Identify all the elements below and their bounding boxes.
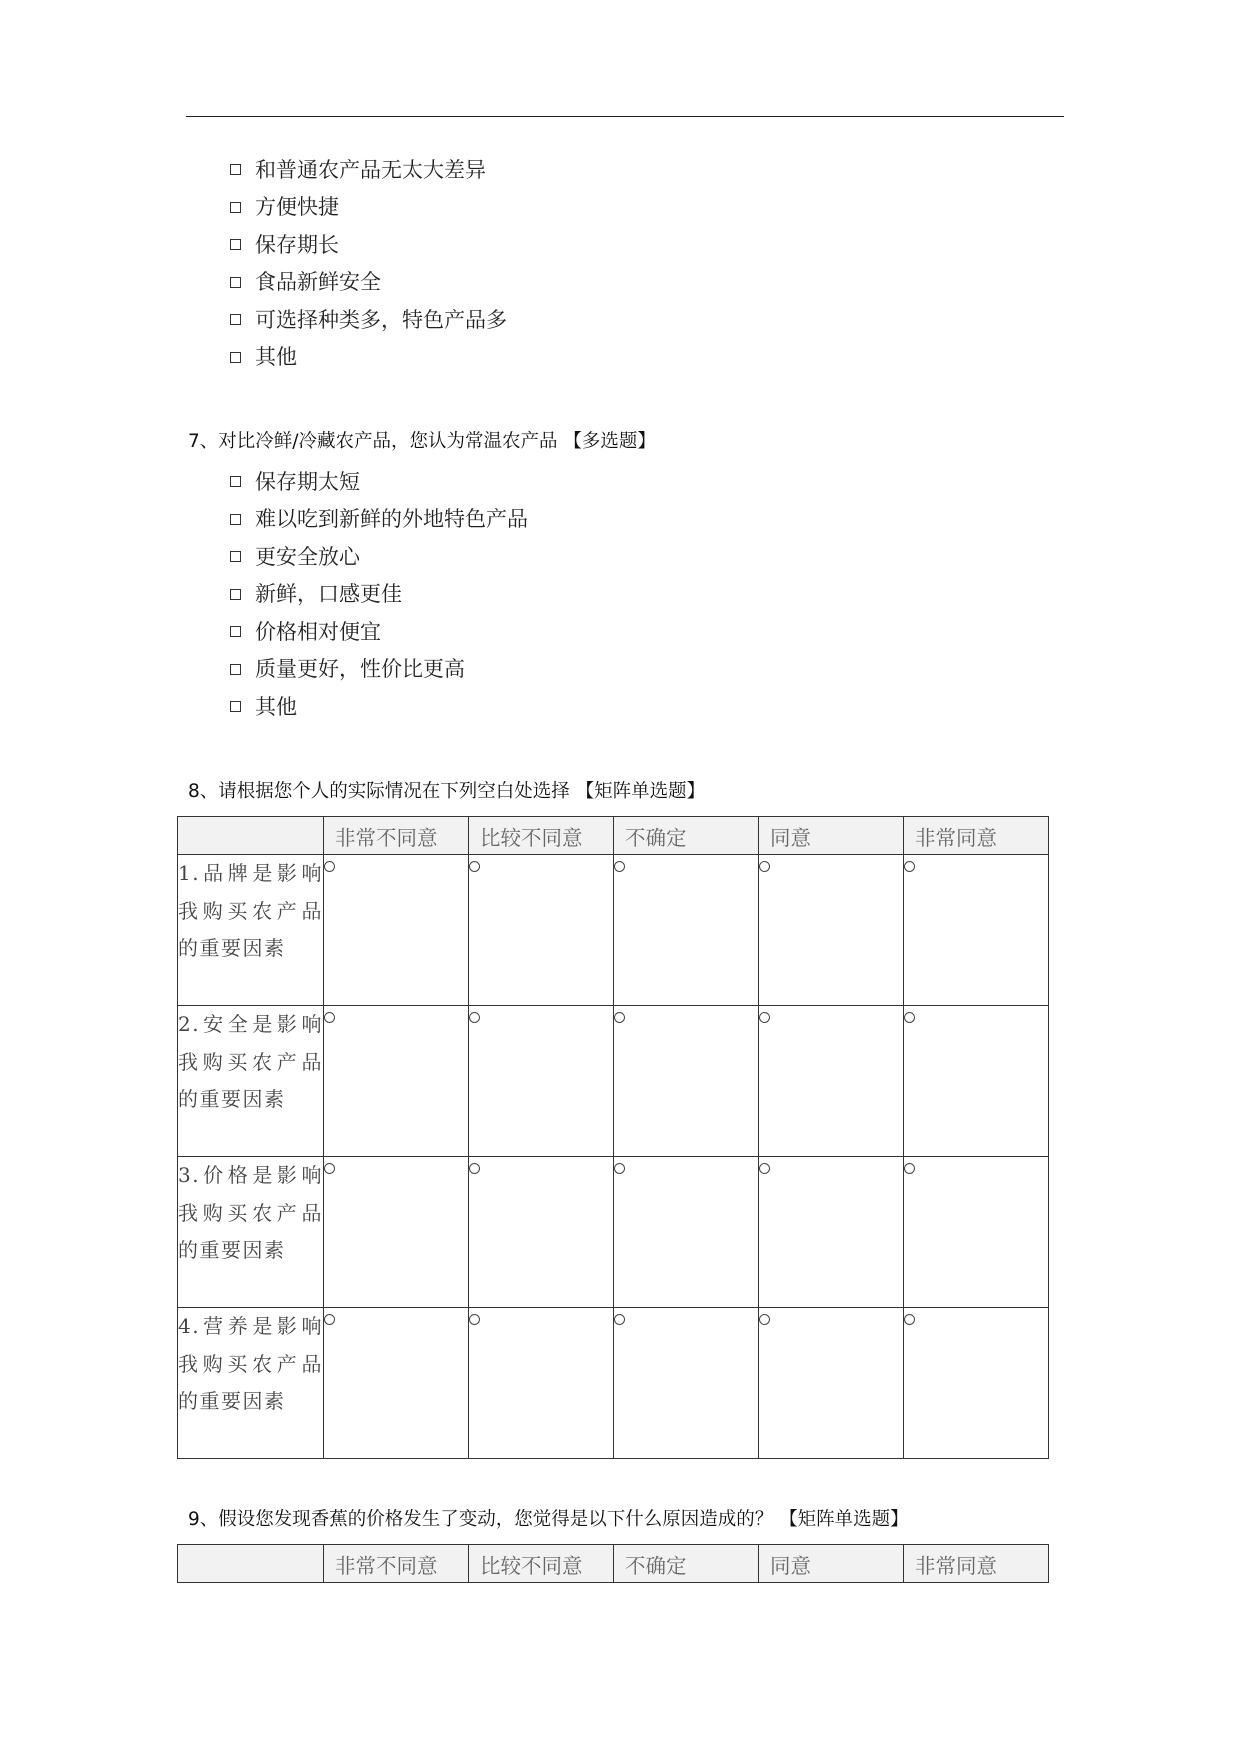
radio-cell[interactable] — [469, 1308, 614, 1459]
radio-button[interactable] — [904, 861, 915, 872]
option-label: 其他 — [255, 345, 297, 370]
radio-button[interactable] — [324, 861, 335, 872]
option-label: 价格相对便宜 — [255, 619, 381, 644]
option-label: 其他 — [255, 694, 297, 719]
radio-cell[interactable] — [904, 855, 1049, 1006]
row-label: 1.品牌是影响我购买农产品的重要因素 — [178, 855, 324, 1006]
radio-button[interactable] — [324, 1314, 335, 1325]
option-item[interactable] — [230, 150, 507, 188]
radio-cell[interactable] — [469, 1006, 614, 1157]
option-label: 质量更好，性价比更高 — [255, 657, 465, 682]
question-7-title: 7、对比冷鲜/冷藏农产品，您认为常温农产品 【多选题】 — [188, 431, 656, 452]
radio-button[interactable] — [469, 861, 480, 872]
matrix-row — [178, 1308, 1049, 1459]
radio-button[interactable] — [759, 1012, 770, 1023]
radio-cell[interactable] — [614, 1006, 759, 1157]
option-item[interactable] — [230, 225, 507, 263]
radio-cell[interactable] — [759, 1006, 904, 1157]
radio-cell[interactable] — [614, 1157, 759, 1308]
radio-button[interactable] — [614, 1314, 625, 1325]
option-item[interactable] — [230, 575, 528, 613]
radio-button[interactable] — [759, 1314, 770, 1325]
q9-matrix-table — [177, 1544, 1049, 1583]
radio-button[interactable] — [324, 1012, 335, 1023]
checkbox[interactable] — [230, 476, 241, 487]
header-rule — [186, 116, 1064, 117]
question-9-title: 9、假设您发现香蕉的价格发生了变动，您觉得是以下什么原因造成的？ 【矩阵单选题】 — [188, 1509, 909, 1530]
option-item[interactable] — [230, 188, 507, 226]
radio-button[interactable] — [469, 1314, 480, 1325]
option-label: 可选择种类多，特色产品多 — [255, 307, 507, 332]
radio-cell[interactable] — [614, 1308, 759, 1459]
option-item[interactable] — [230, 650, 528, 688]
checkbox[interactable] — [230, 664, 241, 675]
radio-button[interactable] — [469, 1012, 480, 1023]
checkbox[interactable] — [230, 589, 241, 600]
column-header: 非常同意 — [904, 817, 1049, 855]
radio-cell[interactable] — [324, 855, 469, 1006]
row-label: 3.价格是影响我购买农产品的重要因素 — [178, 1157, 324, 1308]
radio-button[interactable] — [904, 1012, 915, 1023]
matrix-header-row — [178, 817, 1049, 855]
checkbox[interactable] — [230, 202, 241, 213]
radio-button[interactable] — [614, 1163, 625, 1174]
radio-button[interactable] — [614, 1012, 625, 1023]
radio-button[interactable] — [759, 861, 770, 872]
column-header: 不确定 — [614, 817, 759, 855]
option-item[interactable] — [230, 687, 528, 725]
radio-button[interactable] — [759, 1163, 770, 1174]
question-8-title: 8、请根据您个人的实际情况在下列空白处选择 【矩阵单选题】 — [188, 781, 706, 802]
option-label: 和普通农产品无太大差异 — [255, 157, 486, 182]
column-header: 比较不同意 — [469, 1545, 614, 1583]
checkbox[interactable] — [230, 164, 241, 175]
option-label: 更安全放心 — [255, 544, 360, 569]
matrix-row — [178, 1006, 1049, 1157]
column-header: 非常不同意 — [324, 817, 469, 855]
option-label: 方便快捷 — [255, 195, 339, 220]
corner-cell — [178, 817, 324, 855]
option-item[interactable] — [230, 500, 528, 538]
column-header: 不确定 — [614, 1545, 759, 1583]
matrix-header-row — [178, 1545, 1049, 1583]
radio-button[interactable] — [324, 1163, 335, 1174]
q6-option-list — [230, 150, 507, 375]
radio-cell[interactable] — [759, 855, 904, 1006]
radio-cell[interactable] — [324, 1308, 469, 1459]
option-label: 保存期太短 — [255, 469, 360, 494]
radio-cell[interactable] — [324, 1006, 469, 1157]
option-label: 保存期长 — [255, 232, 339, 257]
option-item[interactable] — [230, 612, 528, 650]
radio-cell[interactable] — [759, 1157, 904, 1308]
q7-option-list — [230, 462, 528, 725]
corner-cell — [178, 1545, 324, 1583]
option-item[interactable] — [230, 263, 507, 301]
radio-cell[interactable] — [904, 1157, 1049, 1308]
checkbox[interactable] — [230, 701, 241, 712]
radio-cell[interactable] — [324, 1157, 469, 1308]
option-label: 难以吃到新鲜的外地特色产品 — [255, 507, 528, 532]
option-item[interactable] — [230, 300, 507, 338]
option-label: 食品新鲜安全 — [255, 270, 381, 295]
radio-button[interactable] — [614, 861, 625, 872]
radio-cell[interactable] — [904, 1308, 1049, 1459]
checkbox[interactable] — [230, 352, 241, 363]
checkbox[interactable] — [230, 551, 241, 562]
option-item[interactable] — [230, 462, 528, 500]
radio-button[interactable] — [904, 1163, 915, 1174]
matrix-row — [178, 855, 1049, 1006]
checkbox[interactable] — [230, 314, 241, 325]
checkbox[interactable] — [230, 277, 241, 288]
column-header: 非常不同意 — [324, 1545, 469, 1583]
option-item[interactable] — [230, 338, 507, 376]
radio-cell[interactable] — [469, 1157, 614, 1308]
column-header: 非常同意 — [904, 1545, 1049, 1583]
checkbox[interactable] — [230, 514, 241, 525]
row-label: 2.安全是影响我购买农产品的重要因素 — [178, 1006, 324, 1157]
radio-cell[interactable] — [904, 1006, 1049, 1157]
radio-button[interactable] — [469, 1163, 480, 1174]
radio-cell[interactable] — [469, 855, 614, 1006]
column-header: 同意 — [759, 817, 904, 855]
option-label: 新鲜，口感更佳 — [255, 582, 402, 607]
q8-matrix-table — [177, 816, 1049, 1459]
checkbox[interactable] — [230, 239, 241, 250]
matrix-row — [178, 1157, 1049, 1308]
checkbox[interactable] — [230, 626, 241, 637]
radio-button[interactable] — [904, 1314, 915, 1325]
radio-cell[interactable] — [759, 1308, 904, 1459]
row-label: 4.营养是影响我购买农产品的重要因素 — [178, 1308, 324, 1459]
radio-cell[interactable] — [614, 855, 759, 1006]
column-header: 比较不同意 — [469, 817, 614, 855]
option-item[interactable] — [230, 537, 528, 575]
column-header: 同意 — [759, 1545, 904, 1583]
